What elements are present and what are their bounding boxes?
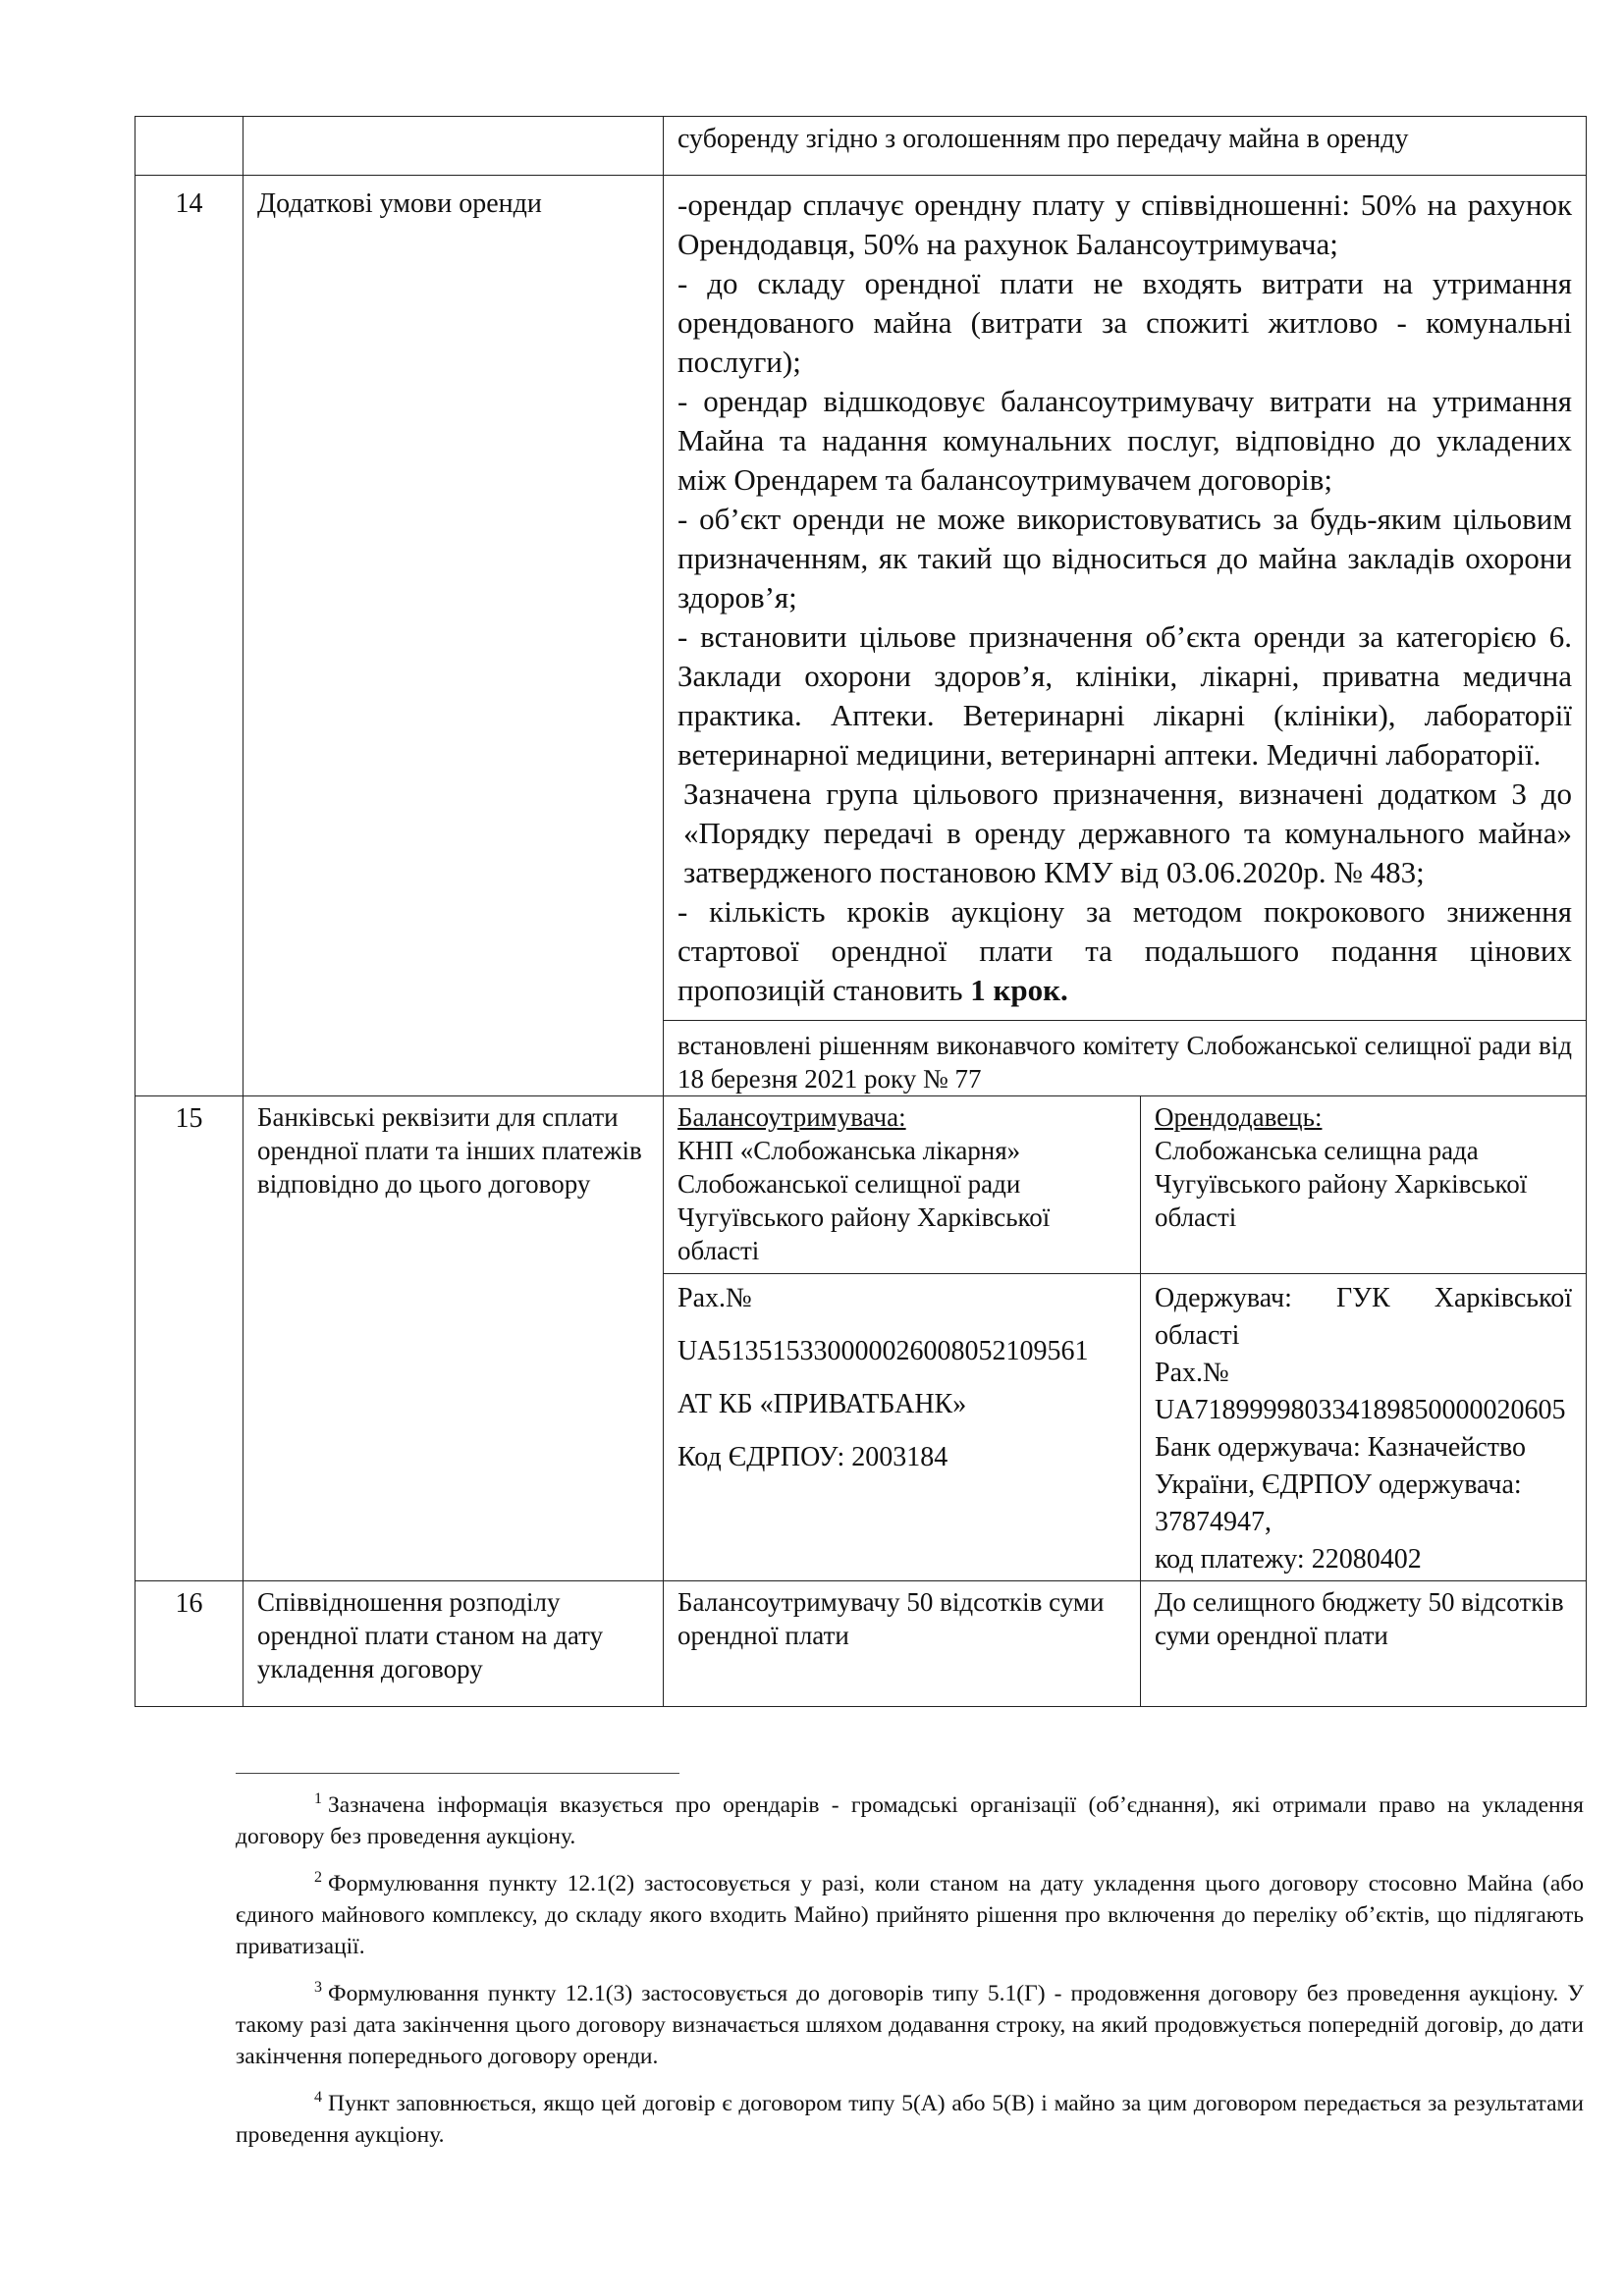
lessor-bank (1141, 1274, 1587, 1581)
decision-note: встановлені рішенням виконавчого комітету Слобожанської селищної ради від 18 березня 2021 року № 77 (664, 1020, 1586, 1095)
account-label: Рах.№ (1155, 1358, 1229, 1388)
condition-7-bold: 1 крок. (970, 973, 1068, 1007)
table-row-14 (135, 176, 1587, 1096)
footnote-text: Формулювання пункту 12.1(2) застосовується у разі, коли станом на дату укладення цього договору стосовно Майна (або єдиного майнового комплексу, до складу якого входить Майно) прийнято рішення про включення до переліку об’єктів, що підлягають приватизації. (236, 1871, 1584, 1959)
table-row-continuation (135, 117, 1587, 176)
condition-7 (677, 892, 1572, 1010)
account-number: UA718999980334189850000020605 (1155, 1395, 1566, 1425)
lease-terms-table (135, 116, 1587, 1707)
recipient-bank: Банк одержувача: Казначейство України, ЄДРПОУ одержувача: 37874947, (1155, 1432, 1527, 1537)
footnote-mark: 2 (314, 1869, 322, 1886)
lessor-heading: Орендодавець: (1155, 1102, 1323, 1132)
additional-conditions (664, 176, 1587, 1096)
row-number: 15 (135, 1096, 244, 1581)
condition-1: -орендар сплачує орендну плату у співвідношенні: 50% на рахунок Орендодавця, 50% на рахунок Балансоутримувача; (677, 187, 1573, 261)
footnote-text: Зазначена інформація вказується про орендарів - громадські організації (об’єднання), які отримали право на укладення договору без проведення аукціону. (236, 1792, 1584, 1849)
row-label: Співвідношення розподілу орендної плати станом на дату укладення договору (244, 1581, 664, 1707)
account-label: Рах.№ (677, 1283, 752, 1313)
row-number: 16 (135, 1581, 244, 1707)
condition-7-text: - кількість кроків аукціону за методом покрокового зниження стартової орендної плати та подальшого подання цінових пропозицій становить (677, 894, 1573, 1007)
row-value-cell: суборенду згідно з оголошенням про передачу майна в оренду (664, 117, 1587, 176)
footnote-3 (236, 1978, 1584, 2072)
row-label: Додаткові умови оренди (244, 176, 664, 1096)
footnote-mark: 3 (314, 1979, 322, 1996)
lessor-details (1141, 1096, 1587, 1274)
balance-holder-details (664, 1096, 1141, 1274)
footnote-mark: 4 (314, 2089, 322, 2106)
edrpou-code: Код ЄДРПОУ: 2003184 (677, 1442, 948, 1472)
payment-code: код платежу: 22080402 (1155, 1544, 1422, 1575)
budget-share: До селищного бюджету 50 відсотків суми орендної плати (1141, 1581, 1587, 1707)
condition-2: - до складу орендної плати не входять витрати на утримання орендованого майна (витрати за спожиті житлово - комунальні послуги); (677, 266, 1573, 379)
table-row-15 (135, 1096, 1587, 1274)
footnotes (236, 1789, 1584, 2166)
footnote-text: Формулювання пункту 12.1(3) застосовується до договорів типу 5.1(Г) - продовження договору без проведення аукціону. У такому разі дата закінчення цього договору визначається шляхом додавання строку, на який продовжується попередній договір, до дати закінчення попереднього договору оренди. (236, 1981, 1584, 2069)
footnote-text: Пункт заповнюється, якщо цей договір є договором типу 5(А) або 5(В) і майно за цим договором передається за результатами проведення аукціону. (236, 2091, 1584, 2148)
balance-holder-name: КНП «Слобожанська лікарня» Слобожанської селищної ради Чугуївського району Харківської області (677, 1136, 1051, 1265)
balance-holder-share: Балансоутримувачу 50 відсотків суми орендної плати (664, 1581, 1141, 1707)
footnote-1 (236, 1789, 1584, 1852)
footnote-mark: 1 (314, 1790, 322, 1807)
account-number: UA513515330000026008052109561 (677, 1336, 1089, 1366)
footnote-separator (236, 1773, 679, 1774)
footnote-2 (236, 1868, 1584, 1962)
lessor-name: Слобожанська селищна рада Чугуївського району Харківської області (1155, 1136, 1528, 1232)
bank-name: АТ КБ «ПРИВАТБАНК» (677, 1389, 967, 1419)
condition-3: - орендар відшкодовує балансоутримувачу витрати на утримання Майна та надання комунальних послуг, відповідно до укладених між Орендарем та балансоутримувачем договорів; (677, 384, 1573, 497)
row-number-cell (135, 117, 244, 176)
table-row-16 (135, 1581, 1587, 1707)
balance-holder-bank (664, 1274, 1141, 1581)
row-label: Банківські реквізити для сплати орендної плати та інших платежів відповідно до цього договору (244, 1096, 664, 1581)
condition-5: - встановити цільове призначення об’єкта оренди за категорією 6. Заклади охорони здоров’я, клініки, лікарні, приватна медична практика. Аптеки. Ветеринарні лікарні (клініки), лабораторії ветеринарної медицини, ветеринарні аптеки. Медичні лабораторії. (677, 619, 1573, 772)
row-label-cell (244, 117, 664, 176)
condition-4: - об’єкт оренди не може використовуватись за будь-яким цільовим призначенням, як такий що відноситься до майна закладів охорони здоров’я; (677, 502, 1573, 614)
condition-6: Зазначена група цільового призначення, визначені додатком 3 до «Порядку передачі в оренду державного та комунального майна» затвердженого постановою КМУ від 03.06.2020р. № 483; (683, 776, 1573, 889)
row-number: 14 (135, 176, 244, 1096)
balance-holder-heading: Балансоутримувача: (677, 1102, 906, 1132)
footnote-4 (236, 2088, 1584, 2151)
recipient: Одержувач: ГУК Харківської області (1155, 1283, 1573, 1351)
